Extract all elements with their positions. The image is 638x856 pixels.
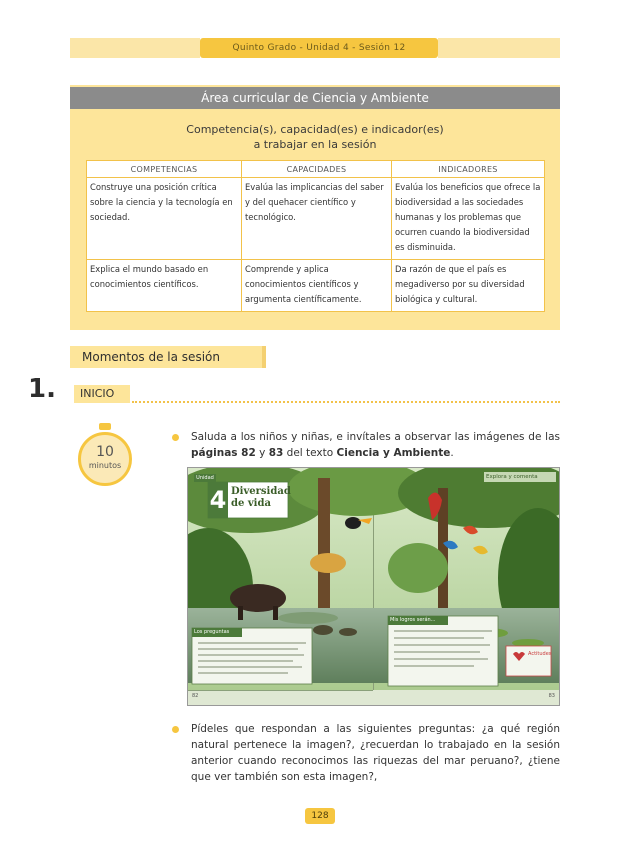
text-bold: 83 — [268, 447, 284, 459]
instruction-paragraph-2: Pídeles que respondan a las siguientes preguntas: ¿a qué región natural pertenece la imagen?, ¿recuerdan lo trabajado en la sesión anterior cuando reconocimos las riquezas del mar peruano?, ¿tiene que ver también son esta imagen?, — [191, 723, 560, 783]
unit-title-line-2: de vida — [231, 498, 271, 509]
table-cell: Comprende y aplica conocimientos científicos y argumenta científicamente. — [242, 260, 392, 312]
competence-title — [70, 122, 560, 152]
bullet-icon — [172, 434, 179, 441]
text-run: Saluda a los niños y niñas, e invítales a observar las imágenes de las — [191, 431, 560, 443]
column-header-indicadores: INDICADORES — [392, 161, 545, 178]
table-cell: Construye una posición crítica sobre la ciencia y la tecnología en sociedad. — [87, 178, 242, 260]
table-cell: Evalúa los beneficios que ofrece la biodiversidad a las sociedades humanas y los problemas que ocurren cuando la biodiversidad es disminuida. — [392, 178, 545, 260]
column-header-capacidades: CAPACIDADES — [242, 161, 392, 178]
section-number: 1. — [28, 374, 56, 404]
header-title: Quinto Grado - Unidad 4 - Sesión 12 — [200, 38, 438, 58]
competence-title-line-2: a trabajar en la sesión — [253, 138, 377, 151]
unit-title-line-1: Diversidad — [231, 486, 291, 497]
timer-minutes: 10 — [96, 444, 114, 460]
book-page-left: 82 — [192, 693, 199, 699]
text-run: . — [450, 447, 454, 459]
questions-title: Los preguntas — [194, 629, 230, 635]
unit-title — [231, 486, 291, 510]
moments-heading: Momentos de la sesión — [70, 346, 266, 368]
goals-title: Mis logros serán... — [390, 617, 436, 623]
table-row — [87, 260, 545, 312]
explore-label: Explora y comenta — [486, 474, 538, 480]
page-number: 128 — [305, 808, 335, 824]
competence-title-line-1: Competencia(s), capacidad(es) e indicador(es) — [186, 123, 444, 136]
unit-number: 4 — [209, 486, 227, 514]
area-title: Área curricular de Ciencia y Ambiente — [70, 87, 560, 109]
header-line-left — [70, 38, 200, 58]
text-bold: páginas 82 — [191, 447, 256, 459]
section-title: INICIO — [74, 385, 130, 403]
competence-table — [86, 160, 545, 312]
timer-knob — [99, 423, 111, 430]
text-run: del texto — [283, 447, 337, 459]
activities-label: Actitudes — [528, 651, 552, 657]
header-line-right — [438, 38, 560, 58]
text-bold: Ciencia y Ambiente — [336, 447, 451, 459]
book-page-right: 83 — [548, 693, 555, 699]
table-cell: Evalúa las implicancias del saber y del quehacer científico y tecnológico. — [242, 178, 392, 260]
instruction-paragraph-1 — [191, 429, 560, 461]
section-divider — [132, 401, 560, 403]
timer-icon — [78, 432, 132, 486]
bullet-icon — [172, 726, 179, 733]
timer-label: minutos — [88, 461, 122, 470]
unit-tag: Unidad — [196, 475, 214, 481]
column-header-competencias: COMPETENCIAS — [87, 161, 242, 178]
text-run: y — [255, 447, 269, 459]
table-cell: Da razón de que el país es megadiverso por su diversidad biológica y cultural. — [392, 260, 545, 312]
table-row — [87, 178, 545, 260]
textbook-spread-image — [187, 467, 560, 706]
table-cell: Explica el mundo basado en conocimientos científicos. — [87, 260, 242, 312]
